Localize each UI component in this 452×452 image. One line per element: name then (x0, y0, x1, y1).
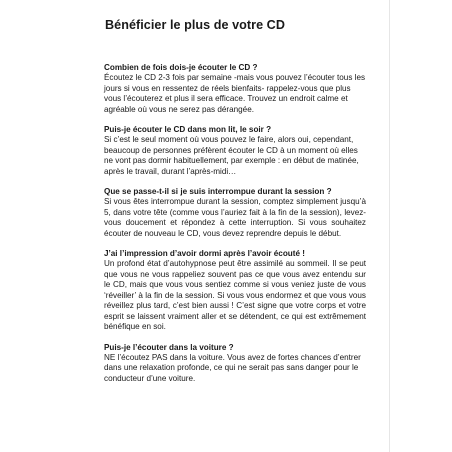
section-heading: Puis-je l’écouter dans la voiture ? (104, 342, 234, 352)
section-heading: Que se passe-t-il si je suis interrompue durant la session ? (104, 187, 332, 196)
section-body: Si vous êtes interrompue durant la session, comptez simplement jusqu’à 5, dans votre tête (comme vous l’auriez fait à la fin de la session), levez-vous doucement et répondez à cette interruption. Si vous souhaitez écouter de nouveau le CD, vous devez reprendre depuis le début. (104, 197, 366, 238)
section-heading: Combien de fois dois-je écouter le CD ? (104, 63, 258, 72)
page-edge-divider (389, 0, 390, 452)
faq-section-listen-frequency (104, 63, 366, 115)
section-body: Écoutez le CD 2-3 fois par semaine -mais vous pouvez l’écouter tous les jours si vous en ressentez de réels bienfaits- rappelez-vous que plus vous l’écouterez et plus il sera efficace. Trouvez un endroit calme et agréable où vous ne serez pas dérangée. (104, 73, 366, 114)
document-title: Bénéficier le plus de votre CD (105, 18, 285, 32)
section-heading: Puis-je écouter le CD dans mon lit, le soir ? (104, 125, 272, 134)
document-content (104, 18, 366, 394)
section-heading: J’ai l’impression d’avoir dormi après l’avoir écouté ! (104, 249, 305, 258)
faq-section-car (104, 343, 366, 385)
faq-section-interrupted (104, 187, 366, 239)
faq-section-fell-asleep (104, 249, 366, 333)
section-body: Un profond état d’autohypnose peut être assimilé au sommeil. Il se peut que vous ne vous rappeliez souvent pas ce que vous avez entendu sur le CD, mais que vous vous sentiez comme si vous veniez juste de vous ‘réveiller’ à la fin de la session. Si vous vous endormez et que vous vous réveillez plus tard, c’est bien aussi ! C’est signe que votre corps et votre esprit se laissent vraiment aller et se détendent, ce qui est extrêmement bénéfique en soi. (104, 259, 366, 331)
faq-section-listen-in-bed (104, 125, 366, 177)
section-body: NE l’écoutez PAS dans la voiture. Vous avez de fortes chances d’entrer dans une relaxation profonde, ce qui ne serait pas sans danger pour le conducteur d’une voiture. (104, 352, 361, 383)
section-body: Si c’est le seul moment où vous pouvez le faire, alors oui, cependant, beaucoup de personnes préfèrent écouter le CD à un moment où elles ne vont pas dormir habituellement, par exemple : en début de matinée, après le travail, durant l’après-midi… (104, 135, 359, 176)
